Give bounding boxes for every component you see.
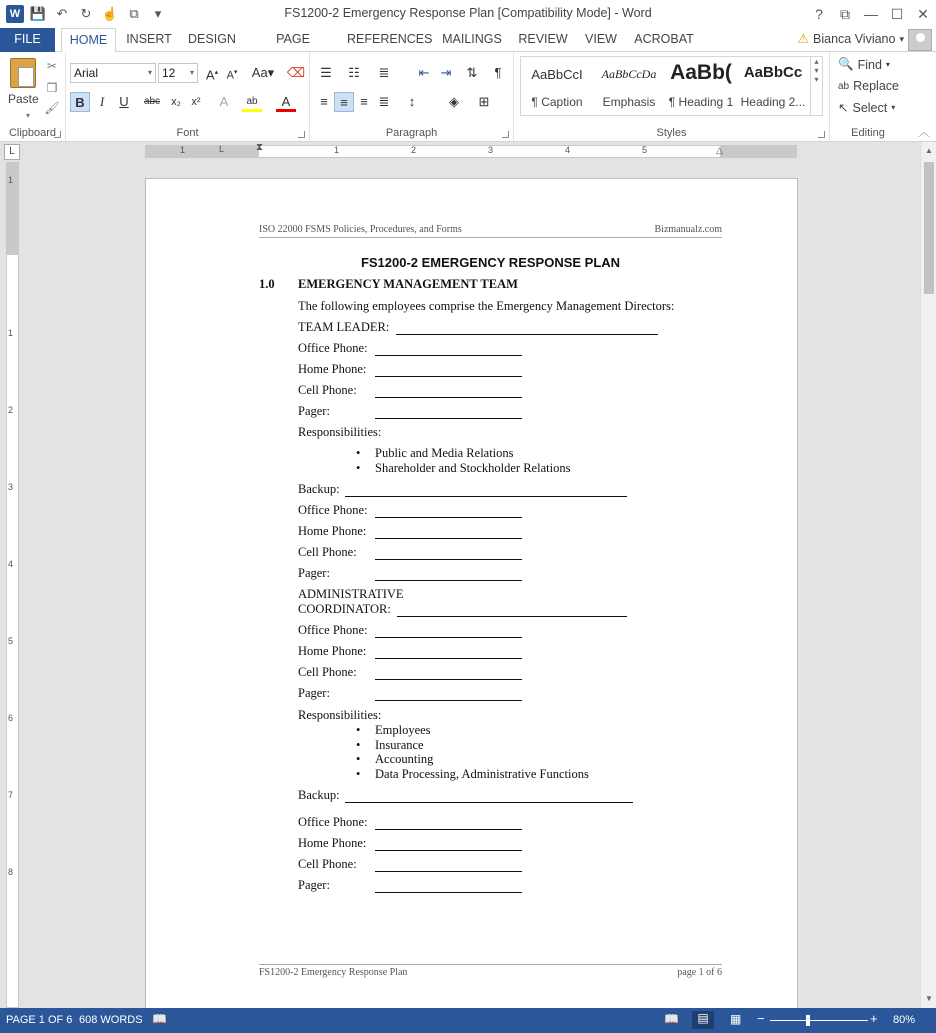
style-heading-2[interactable] — [737, 57, 809, 115]
phone-row — [298, 503, 522, 518]
home-phone-blank[interactable] — [375, 647, 522, 659]
phone-row — [298, 341, 522, 356]
pager-label: Pager: — [298, 878, 330, 892]
style-caption[interactable] — [521, 57, 593, 115]
home-phone-blank[interactable] — [375, 365, 522, 377]
line-spacing-icon[interactable]: ↕ — [408, 94, 416, 109]
right-indent-marker[interactable]: △ — [716, 145, 723, 155]
backup-blank[interactable] — [345, 791, 633, 803]
ruler-number: 6 — [8, 713, 14, 723]
list-item: • Employees — [375, 723, 431, 738]
page-footer — [259, 964, 722, 980]
paragraph-group — [310, 52, 514, 142]
window-title: FS1200-2 Emergency Response Plan [Compatibility Mode] - Word — [284, 6, 652, 20]
shrink-font-icon[interactable]: A▾ — [226, 69, 238, 82]
superscript-icon[interactable]: x² — [191, 96, 201, 108]
footer-left: FS1200-2 Emergency Response Plan — [259, 967, 408, 978]
office-phone-label: Office Phone: — [298, 341, 368, 355]
touch-mode-icon[interactable]: ☝ — [101, 6, 119, 21]
style-sample: AaBbCcI — [531, 67, 583, 82]
undo-icon[interactable]: ↶ — [56, 6, 68, 21]
grow-font-icon[interactable]: A▴ — [205, 67, 219, 83]
scroll-up-icon[interactable]: ▲ — [925, 146, 933, 155]
avatar[interactable] — [908, 29, 932, 51]
shading-icon[interactable]: ◈ — [449, 94, 459, 109]
customize-qat-icon[interactable]: ▾ — [154, 6, 162, 21]
print-layout-icon[interactable]: ▤ — [692, 1011, 714, 1029]
ruler-number: 3 — [488, 145, 494, 155]
decrease-indent-icon[interactable]: ⇤ — [418, 65, 430, 80]
tab-design[interactable]: DESIGN — [188, 32, 236, 46]
cell-phone-blank[interactable] — [375, 668, 522, 680]
backup-label: Backup: — [298, 788, 340, 802]
tab-acrobat[interactable]: ACROBAT — [634, 32, 694, 46]
phone-row — [298, 362, 522, 377]
chevron-down-icon: ▾ — [899, 33, 904, 44]
phone-row — [298, 836, 522, 851]
office-phone-label: Office Phone: — [298, 623, 368, 637]
ruler-number: 4 — [565, 145, 571, 155]
home-phone-label: Home Phone: — [298, 644, 367, 658]
ribbon-display-button[interactable]: ⧉ — [840, 5, 850, 22]
proofing-icon[interactable]: 📖 — [152, 1012, 167, 1026]
zoom-slider[interactable] — [770, 1020, 868, 1021]
clipboard-group-label: Clipboard — [8, 127, 57, 139]
intro-text: The following employees comprise the Emergency Management Directors: — [298, 299, 675, 313]
team-leader-blank[interactable] — [396, 323, 658, 335]
pager-label: Pager: — [298, 566, 330, 580]
ribbon-tabs — [0, 28, 936, 52]
styles-gallery — [520, 56, 823, 116]
sort-icon[interactable]: ⇅ — [466, 65, 478, 80]
ruler-number: 1 — [8, 175, 14, 185]
left-margin-area — [146, 146, 259, 157]
word-app-icon[interactable]: W — [6, 5, 24, 23]
backup-blank[interactable] — [345, 485, 627, 497]
home-phone-blank[interactable] — [375, 839, 522, 851]
document-page[interactable] — [145, 178, 798, 1018]
phone-row — [298, 644, 522, 659]
ruler-number: 1 — [8, 328, 14, 338]
phone-row — [298, 665, 522, 680]
user-name: Bianca Viviano — [813, 32, 896, 46]
paste-button[interactable]: Paste — [8, 92, 39, 106]
copy-icon[interactable]: ❐ — [46, 81, 58, 95]
tab-insert[interactable]: INSERT — [126, 32, 172, 46]
office-phone-blank[interactable] — [375, 626, 522, 638]
ruler-bar — [0, 142, 936, 162]
ruler-number: 7 — [8, 790, 14, 800]
home-phone-blank[interactable] — [375, 527, 522, 539]
styles-group-label: Styles — [656, 127, 687, 139]
numbering-icon[interactable]: ☷ — [348, 65, 360, 80]
vertical-scrollbar[interactable] — [920, 142, 936, 1008]
clipboard-launcher-icon[interactable] — [54, 131, 61, 138]
style-name: Heading 2... — [740, 95, 806, 109]
format-painter-icon[interactable]: 🖌 — [44, 101, 60, 115]
underline-icon[interactable]: U — [119, 94, 129, 109]
style-name: ¶ Heading 1 — [668, 95, 734, 109]
ruler-number: 5 — [642, 145, 648, 155]
ruler-number: 2 — [411, 145, 417, 155]
backup-label: Backup: — [298, 482, 340, 496]
tab-mailings[interactable]: MAILINGS — [442, 32, 502, 46]
right-margin-area — [720, 146, 796, 157]
warning-icon: ⚠ — [797, 31, 809, 46]
increase-indent-icon[interactable]: ⇥ — [440, 65, 452, 80]
office-phone-blank[interactable] — [375, 344, 522, 356]
chevron-down-icon: ▾ — [189, 68, 194, 77]
ribbon-home — [0, 52, 936, 142]
align-left-icon[interactable]: ≡ — [320, 94, 328, 109]
italic-icon[interactable]: I — [99, 94, 105, 109]
align-center-icon[interactable]: ≡ — [334, 92, 354, 112]
list-item: • Insurance — [375, 738, 424, 753]
font-color-icon[interactable]: A — [276, 92, 296, 112]
tab-home[interactable]: HOME — [61, 28, 116, 53]
cursor-icon: ↖ — [838, 101, 849, 115]
zoom-slider-knob[interactable] — [806, 1015, 810, 1026]
phone-row — [298, 857, 522, 872]
align-right-icon[interactable]: ≡ — [360, 94, 368, 109]
ruler-number: 1 — [334, 145, 340, 155]
styles-launcher-icon[interactable] — [818, 131, 825, 138]
clear-formatting-icon[interactable]: ⌫ — [286, 65, 306, 80]
font-size-box[interactable] — [158, 63, 198, 83]
responsibilities-label: Responsibilities: — [298, 425, 382, 439]
office-phone-blank[interactable] — [375, 818, 522, 830]
select-button[interactable] — [838, 100, 895, 115]
horizontal-ruler[interactable] — [145, 142, 797, 158]
home-phone-label: Home Phone: — [298, 362, 367, 376]
phone-row — [298, 404, 522, 419]
tab-view[interactable]: VIEW — [585, 32, 617, 46]
list-item: • Accounting — [375, 752, 433, 767]
editing-group-label: Editing — [851, 127, 885, 139]
pager-label: Pager: — [298, 404, 330, 418]
vertical-ruler[interactable] — [6, 162, 19, 1008]
ruler-number: 2 — [8, 405, 14, 415]
copy-format-icon[interactable]: ⧉ — [129, 6, 139, 21]
indent-marker[interactable]: ⧗ — [256, 142, 264, 153]
list-item: • Shareholder and Stockholder Relations — [375, 461, 570, 476]
style-heading-1[interactable] — [665, 57, 737, 115]
style-sample: AaBbCc — [743, 64, 803, 81]
cell-phone-blank[interactable] — [375, 548, 522, 560]
ruler-number: 3 — [8, 482, 14, 492]
chevron-down-icon: ▾ — [885, 60, 890, 69]
replace-icon: ab — [838, 80, 850, 92]
bold-icon[interactable]: B — [70, 92, 90, 112]
zoom-out-icon[interactable]: − — [757, 1011, 765, 1026]
admin-label-line1: ADMINISTRATIVE — [298, 587, 404, 601]
styles-gallery-scroll[interactable]: ▴ ▾ ▾ — [810, 57, 822, 115]
multilevel-list-icon[interactable]: ≣ — [378, 65, 390, 80]
justify-icon[interactable]: ≣ — [378, 94, 390, 109]
paragraph-launcher-icon[interactable] — [502, 131, 509, 138]
style-name: ¶ Caption — [531, 95, 583, 109]
phone-row — [298, 566, 522, 581]
phone-row — [298, 524, 522, 539]
team-leader-row — [298, 320, 658, 335]
header-right: Bizmanualz.com — [654, 224, 722, 235]
admin-coordinator-row — [298, 602, 627, 617]
font-size-value: 12 — [162, 66, 176, 80]
font-name-box[interactable] — [70, 63, 156, 83]
zoom-in-icon[interactable]: + — [870, 1011, 878, 1026]
cell-phone-label: Cell Phone: — [298, 857, 357, 871]
cell-phone-label: Cell Phone: — [298, 665, 357, 679]
cut-icon[interactable]: ✂ — [46, 59, 58, 73]
style-emphasis[interactable] — [593, 57, 665, 115]
cell-phone-blank[interactable] — [375, 860, 522, 872]
phone-row — [298, 878, 522, 893]
read-mode-icon[interactable]: 📖 — [664, 1012, 679, 1026]
font-launcher-icon[interactable] — [298, 131, 305, 138]
find-label: Find — [857, 57, 882, 72]
cell-phone-blank[interactable] — [375, 386, 522, 398]
paragraph-group-label: Paragraph — [385, 127, 438, 139]
tab-file[interactable]: FILE — [0, 28, 55, 52]
font-group — [66, 52, 310, 142]
bullets-icon[interactable]: ☰ — [320, 65, 332, 80]
font-group-label: Font — [176, 127, 199, 139]
list-item: • Data Processing, Administrative Functions — [375, 767, 589, 782]
scroll-thumb[interactable] — [924, 162, 934, 294]
home-phone-label: Home Phone: — [298, 836, 367, 850]
find-button[interactable] — [838, 57, 890, 72]
style-name: Emphasis — [602, 95, 656, 109]
web-layout-icon[interactable]: ▦ — [730, 1012, 742, 1026]
collapse-ribbon-icon[interactable]: ︿ — [917, 125, 930, 139]
replace-label: Replace — [853, 79, 899, 93]
text-effects-icon[interactable]: A — [219, 94, 229, 109]
admin-label-line2: COORDINATOR: — [298, 602, 391, 616]
title-bar — [0, 0, 936, 28]
section-number: 1.0 — [259, 277, 275, 291]
page-count[interactable]: PAGE 1 OF 6 — [6, 1014, 73, 1026]
font-name-value: Arial — [74, 66, 99, 80]
office-phone-label: Office Phone: — [298, 815, 368, 829]
clipboard-group — [0, 52, 66, 142]
user-account[interactable] — [797, 31, 904, 47]
pager-blank[interactable] — [375, 689, 522, 701]
team-leader-label: TEAM LEADER: — [298, 320, 390, 334]
pager-blank[interactable] — [375, 569, 522, 581]
pager-blank[interactable] — [375, 407, 522, 419]
borders-icon[interactable]: ⊞ — [478, 94, 490, 109]
section-title: EMERGENCY MANAGEMENT TEAM — [298, 277, 518, 291]
office-phone-label: Office Phone: — [298, 503, 368, 517]
tab-references[interactable]: REFERENCES — [347, 32, 433, 46]
pager-label: Pager: — [298, 686, 330, 700]
replace-button[interactable] — [838, 79, 899, 93]
list-item: • Public and Media Relations — [375, 446, 514, 461]
backup-row — [298, 482, 627, 497]
minimize-button[interactable]: — — [864, 6, 878, 22]
paste-icon[interactable] — [10, 58, 36, 88]
responsibilities-label: Responsibilities: — [298, 708, 382, 722]
backup-row — [298, 788, 633, 803]
redo-icon[interactable]: ↻ — [80, 6, 92, 21]
select-label: Select — [852, 100, 888, 115]
pager-blank[interactable] — [375, 881, 522, 893]
ruler-number: 4 — [8, 559, 14, 569]
page-header — [259, 224, 722, 238]
office-phone-blank[interactable] — [375, 506, 522, 518]
tab-review[interactable]: REVIEW — [518, 32, 568, 46]
strikethrough-icon[interactable]: abc — [143, 96, 161, 107]
ruler-number: 1 — [180, 145, 186, 155]
phone-row — [298, 686, 522, 701]
ruler-number: 5 — [8, 636, 14, 646]
show-formatting-icon[interactable]: ¶ — [494, 65, 502, 80]
home-phone-label: Home Phone: — [298, 524, 367, 538]
paste-dropdown-icon[interactable]: ▾ — [25, 111, 30, 120]
status-bar — [0, 1008, 936, 1033]
highlight-icon[interactable]: ab — [242, 92, 262, 112]
tab-page-layout[interactable]: PAGE — [276, 32, 310, 46]
phone-row — [298, 545, 522, 560]
admin-coordinator-blank[interactable] — [397, 605, 627, 617]
style-sample: AaBbCcDa — [601, 67, 657, 81]
tab-selector[interactable]: L — [4, 144, 20, 160]
zoom-level[interactable]: 80% — [893, 1014, 916, 1026]
scroll-down-icon[interactable]: ▼ — [925, 994, 933, 1003]
subscript-icon[interactable]: x₂ — [171, 96, 181, 108]
help-button[interactable]: ? — [815, 6, 823, 22]
chevron-down-icon: ▾ — [147, 68, 152, 77]
tab-stop-marker[interactable]: L — [219, 144, 225, 154]
footer-right: page 1 of 6 — [677, 967, 722, 978]
close-button[interactable]: ✕ — [917, 5, 929, 22]
document-title: FS1200-2 EMERGENCY RESPONSE PLAN — [360, 255, 621, 270]
phone-row — [298, 623, 522, 638]
ruler-number: 8 — [8, 867, 14, 877]
header-left: ISO 22000 FSMS Policies, Procedures, and Forms — [259, 224, 462, 235]
save-icon[interactable]: 💾 — [29, 6, 47, 21]
phone-row — [298, 383, 522, 398]
word-count[interactable]: 608 WORDS — [79, 1014, 143, 1026]
cell-phone-label: Cell Phone: — [298, 383, 357, 397]
chevron-down-icon: ▾ — [891, 103, 896, 112]
maximize-button[interactable]: ☐ — [890, 5, 904, 22]
find-icon: 🔍 — [838, 57, 854, 71]
change-case-icon[interactable]: Aa▾ — [251, 65, 275, 80]
style-sample: AaBb( — [670, 61, 732, 84]
cell-phone-label: Cell Phone: — [298, 545, 357, 559]
phone-row — [298, 815, 522, 830]
